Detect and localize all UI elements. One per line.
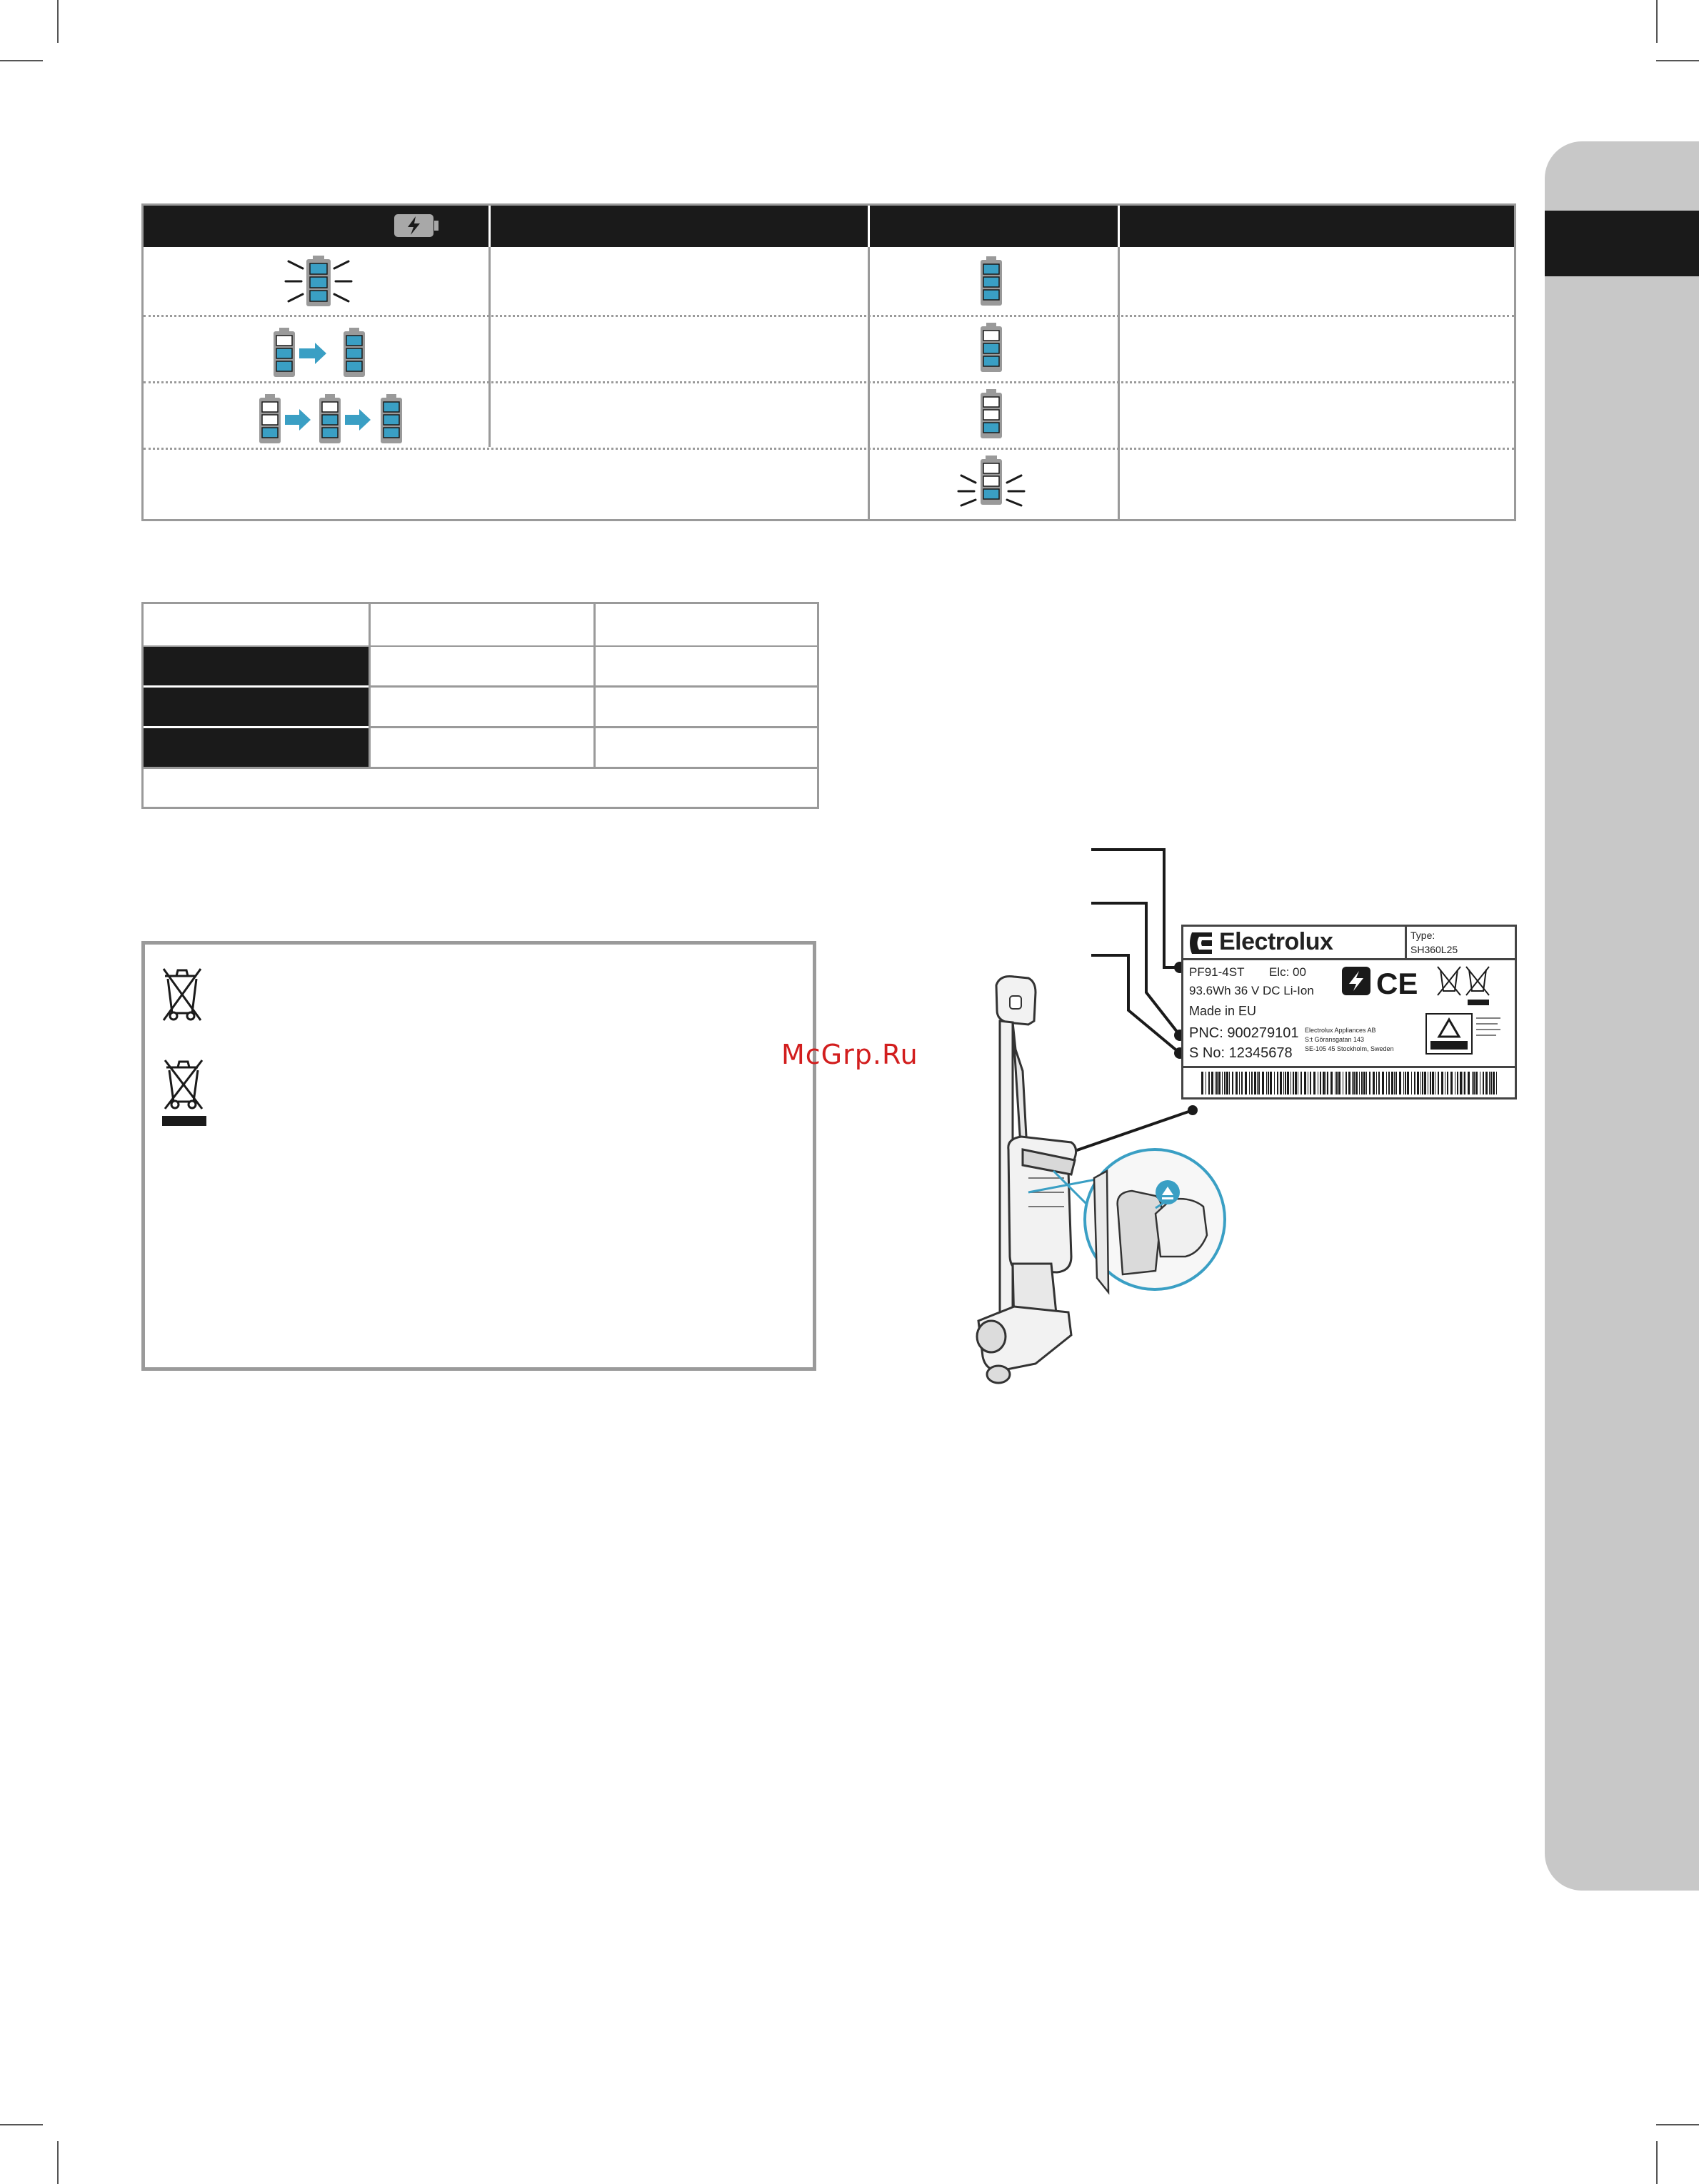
crop-mark [57, 2141, 59, 2184]
type-value: SH360L25 [1410, 944, 1458, 955]
electrolux-logo-icon [1189, 931, 1215, 955]
battery-low-blinking-icon [956, 454, 1027, 508]
barcode-icon [1201, 1072, 1501, 1094]
table-header-cell [870, 206, 1118, 247]
disposal-info-box [141, 941, 816, 1371]
table-row-header [144, 647, 369, 685]
manufacturer-address-line: Electrolux Appliances AB [1305, 1027, 1376, 1034]
safety-approval-icon [1425, 1012, 1503, 1062]
watermark-text: McGrp.Ru [781, 1039, 918, 1070]
table-row-header [144, 688, 369, 726]
pnc-number: PNC: 900279101 [1189, 1025, 1299, 1041]
battery-level-3-icon [979, 256, 1003, 307]
crop-mark [1656, 0, 1658, 43]
vacuum-cleaner-illustration [928, 835, 1557, 1406]
battery-level-1-icon [979, 388, 1003, 440]
battery-indicator-table [141, 203, 1516, 521]
manufacturer-address-line: S:t Göransgatan 143 [1305, 1036, 1365, 1043]
row-divider [144, 448, 1514, 450]
model-spec-table [141, 602, 819, 809]
column-divider [868, 247, 870, 521]
row-divider [144, 381, 1514, 383]
crop-mark [1656, 2141, 1658, 2184]
table-row-header [144, 728, 369, 767]
table-header-cell [1120, 206, 1514, 247]
battery-blinking-full-icon [283, 254, 354, 308]
row-divider [144, 315, 1514, 317]
brand-name: Electrolux [1219, 928, 1333, 955]
battery-charging-sequence-icon [272, 327, 368, 378]
eject-icon [1156, 1180, 1180, 1204]
crop-mark [57, 0, 59, 43]
row-divider [144, 767, 817, 769]
type-label: Type: [1410, 930, 1435, 941]
crossed-out-wheelie-bin-icon [159, 966, 205, 1023]
battery-level-2-icon [979, 322, 1003, 373]
chapter-tab-marker [1545, 211, 1699, 276]
column-divider [1118, 247, 1120, 521]
crossed-out-wheelie-bin-with-bar-icon [159, 1057, 209, 1129]
certification-marks-icon [1342, 962, 1513, 1020]
rating-plate-label [1181, 925, 1517, 1099]
battery-rating: 93.6Wh 36 V DC Li-Ion [1189, 984, 1314, 997]
column-divider [488, 247, 491, 447]
crop-mark [0, 60, 43, 61]
chapter-side-tab [1545, 141, 1699, 1891]
crop-mark [1656, 2124, 1699, 2125]
crop-mark [1656, 60, 1699, 61]
battery-charging-sequence-icon [258, 393, 422, 445]
serial-number: S No: 12345678 [1189, 1045, 1293, 1061]
ce-mark-icon: CE [1376, 967, 1418, 1000]
elc-code: Elc: 00 [1269, 965, 1306, 979]
origin-text: Made in EU [1189, 1004, 1257, 1018]
row-divider [369, 685, 817, 688]
model-code: PF91-4ST [1189, 965, 1245, 979]
manufacturer-address-line: SE-105 45 Stockholm, Sweden [1305, 1045, 1394, 1052]
row-divider [369, 726, 817, 728]
row-divider [144, 645, 817, 647]
table-header-cell [491, 206, 868, 247]
crop-mark [0, 2124, 43, 2125]
battery-charging-icon [394, 213, 439, 238]
